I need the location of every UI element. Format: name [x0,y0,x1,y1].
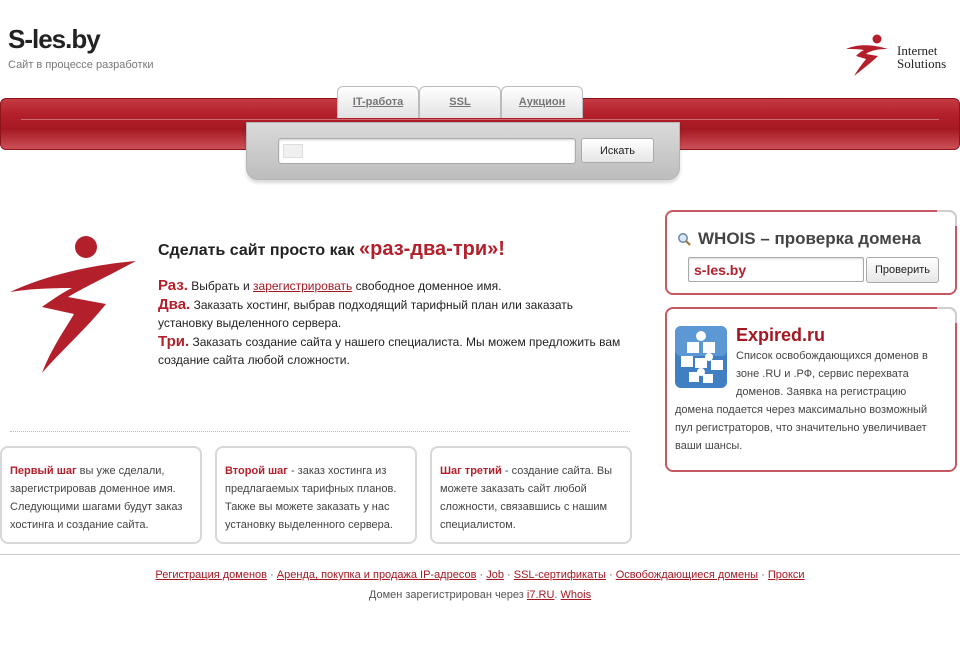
tab-auction[interactable]: Аукцион [501,86,583,118]
expired-panel [665,307,957,472]
footer-link-ip-addresses[interactable]: Аренда, покупка и продажа IP-адресов [276,569,477,581]
search-button[interactable]: Искать [581,138,654,163]
footer-link-expiring-domains[interactable]: Освобождающиеся домены [615,569,759,581]
card-third-text: - создание сайта. Вы можете заказать сайт любой сложности, связавшись с нашим специалистом. [440,465,613,531]
step-card-first [0,446,202,544]
site-subtitle: Сайт в процессе разработки [8,59,154,71]
step-one [158,277,628,295]
hero-heading-accent: «раз-два-три»! [359,238,505,260]
step-card-third [430,446,632,544]
search-input[interactable] [278,138,576,164]
step-two-word: Два. [158,296,191,313]
footer-separator: · [476,569,487,581]
tab-ssl[interactable]: SSL [419,86,501,118]
step-two-text: Заказать хостинг, выбрав подходящий тарифный план или заказать установку выделенного сервера. [158,298,574,330]
magnifier-icon [677,232,691,246]
runner-logo-icon [842,32,894,82]
whois-panel [665,210,957,295]
footer-link-job[interactable]: Job [486,569,504,581]
card-second-text: - заказ хостинга из предлагаемых тарифных планов. Также вы можете заказать у нас установку выделенного сервера. [225,465,397,531]
footer-link-i7[interactable]: i7.RU [526,589,555,601]
runner-hero-icon [8,234,142,376]
step-one-text-before: Выбрать и [187,279,254,293]
card-first-lead: Первый шаг [10,465,77,477]
card-third-lead: Шаг третий [440,465,502,477]
footer-link-whois[interactable]: Whois [560,589,592,601]
step-one-text-after: свободное доменное имя. [352,279,502,293]
logo-text-line2: Solutions [897,56,947,71]
expired-description [675,347,941,455]
card-second-lead: Второй шаг [225,465,288,477]
footer-separator: · [267,569,277,581]
footer-link-ssl[interactable]: SSL-сертификаты [513,569,606,581]
whois-heading [677,229,921,249]
footer-divider [0,554,960,555]
search-input-decoration [283,144,303,158]
footer-link-proxy[interactable]: Прокси [767,569,805,581]
step-one-word: Раз. [158,277,188,294]
expired-title[interactable]: Expired.ru [736,325,826,345]
whois-domain-input[interactable] [688,257,864,282]
footer-links [0,569,960,581]
footer-separator: · [758,569,768,581]
hero-heading [158,238,505,261]
footer-note-mid: . [554,589,561,601]
internet-solutions-logo[interactable] [842,32,957,82]
register-link[interactable]: зарегистрировать [253,279,353,293]
step-two [158,296,628,332]
expired-text: Список освобождающихся доменов в зоне .RU и .РФ, сервис перехвата доменов. Заявка на регистрацию домена подается через максимально возможный пул регистраторов, что значительно увеличивает ваши шансы. [675,350,928,452]
logo-text-line1: Internet [897,43,938,58]
footer-link-domain-registration[interactable]: Регистрация доменов [155,569,268,581]
step-three-word: Три. [158,333,190,350]
steps-list [158,277,628,370]
tab-it-work[interactable]: IT-работа [337,86,419,118]
content-divider [10,431,630,432]
whois-check-button[interactable]: Проверить [866,257,939,283]
footer-note-prefix: Домен зарегистрирован через [368,589,527,601]
step-card-second [215,446,417,544]
footer-separator: · [503,569,514,581]
step-three [158,333,628,369]
site-title: S-les.by [8,24,100,54]
card-first-text: вы уже сделали, зарегистрировав доменное имя. Следующими шагами будут заказ хостинга и создание сайта. [10,465,183,531]
whois-title: WHOIS – проверка домена [698,229,922,248]
step-three-text: Заказать создание сайта у нашего специалиста. Мы можем предложить вам создание сайта любой сложности. [158,335,621,367]
nav-tabs [337,86,583,118]
footer-note [0,589,960,601]
search-panel [246,122,680,180]
footer-separator: · [605,569,616,581]
hero-heading-prefix: Сделать сайт просто как [158,242,359,259]
